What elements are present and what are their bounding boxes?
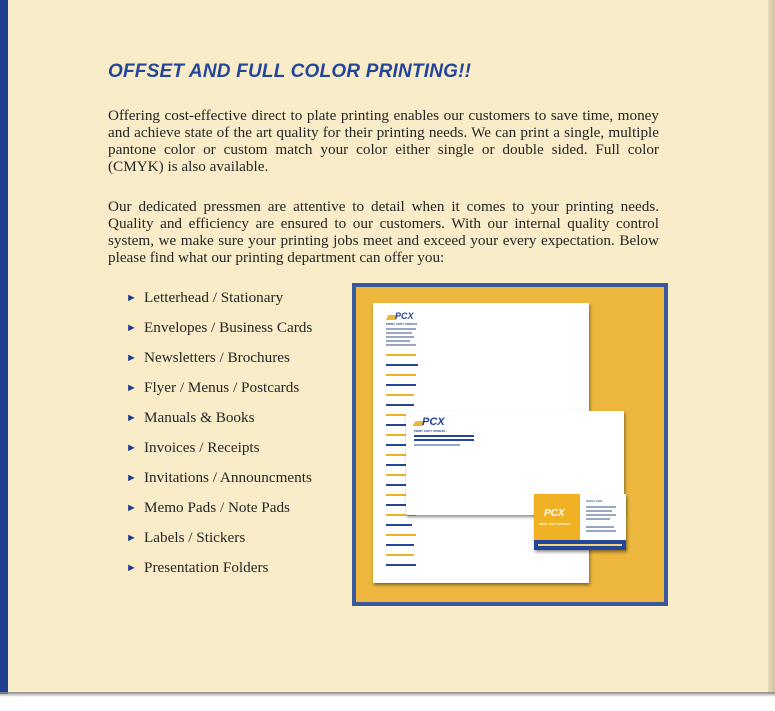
envelope-company-name: PRINT COPY XPRESS [414, 429, 446, 433]
right-triangle-arrow-icon: ► [126, 292, 137, 304]
quality-paragraph: Our dedicated pressmen are attentive to detail when it comes to your printing needs. Quality and efficiency are ensured to our customers. With our internal quality control system, we make sure your printing jobs meet and exceed your every expectation. Below please find what our printing department can offer you: [108, 198, 659, 266]
text-line [386, 384, 416, 386]
card-person-name: Arthur Zoto [586, 499, 603, 503]
list-item [126, 436, 312, 466]
text-line [386, 344, 416, 346]
service-label: Invoices / Receipts [144, 439, 260, 456]
list-item [126, 346, 312, 376]
service-label: Letterhead / Stationary [144, 289, 284, 306]
envelope-logo: PCX [422, 416, 445, 428]
service-label: Manuals & Books [144, 409, 255, 426]
list-item [126, 376, 312, 406]
text-line [386, 534, 416, 536]
text-line [386, 332, 412, 334]
service-label: Newsletters / Brochures [144, 349, 290, 366]
left-accent-bar [0, 0, 8, 694]
right-triangle-arrow-icon: ► [126, 472, 137, 484]
service-label: Memo Pads / Note Pads [144, 499, 290, 516]
card-company-name: PRINT COPY XPRESS [539, 522, 571, 526]
text-line [586, 526, 614, 528]
text-line [586, 506, 616, 508]
text-line [386, 364, 418, 366]
text-line [386, 404, 414, 406]
business-card-sample [534, 494, 626, 550]
right-triangle-arrow-icon: ► [126, 532, 137, 544]
right-triangle-arrow-icon: ► [126, 352, 137, 364]
text-line [386, 336, 414, 338]
stationery-sample-image [352, 283, 668, 606]
text-line [586, 514, 616, 516]
page-right-edge [768, 0, 775, 694]
list-item [126, 496, 312, 526]
right-triangle-arrow-icon: ► [126, 322, 137, 334]
text-line [386, 328, 416, 330]
right-triangle-arrow-icon: ► [126, 412, 137, 424]
list-item [126, 466, 312, 496]
right-triangle-arrow-icon: ► [126, 382, 137, 394]
right-triangle-arrow-icon: ► [126, 562, 137, 574]
text-line [386, 340, 410, 342]
list-item [126, 556, 312, 586]
card-logo: PCX [544, 508, 565, 519]
page-bottom-shadow [0, 692, 775, 697]
text-line [386, 554, 414, 556]
right-triangle-arrow-icon: ► [126, 442, 137, 454]
page-heading: OFFSET AND FULL COLOR PRINTING!! [108, 61, 472, 82]
text-line [538, 544, 622, 546]
text-line [414, 435, 474, 437]
list-item [126, 316, 312, 346]
text-line [386, 524, 412, 526]
intro-paragraph: Offering cost-effective direct to plate printing enables our customers to save time, money and achieve state of the art quality for their printing needs. We can print a single, multiple pantone color or custom match your color either single or double sided. Full color (CMYK) is also available. [108, 107, 659, 175]
service-label: Envelopes / Business Cards [144, 319, 313, 336]
services-list [126, 286, 312, 586]
letterhead-logo: PCX [395, 311, 414, 321]
service-label: Presentation Folders [144, 559, 269, 576]
text-line [414, 439, 474, 441]
text-line [414, 444, 460, 446]
list-item [126, 406, 312, 436]
right-triangle-arrow-icon: ► [126, 502, 137, 514]
service-label: Invitations / Announcments [144, 469, 312, 486]
list-item [126, 526, 312, 556]
text-line [586, 510, 612, 512]
text-line [586, 518, 610, 520]
text-line [386, 564, 416, 566]
list-item [126, 286, 312, 316]
text-line [386, 354, 416, 356]
text-line [386, 544, 414, 546]
service-label: Flyer / Menus / Postcards [144, 379, 300, 396]
letterhead-company-name: PRINT COPY XPRESS [386, 322, 418, 326]
service-label: Labels / Stickers [144, 529, 246, 546]
text-line [386, 374, 416, 376]
text-line [586, 530, 616, 532]
text-line [386, 394, 414, 396]
